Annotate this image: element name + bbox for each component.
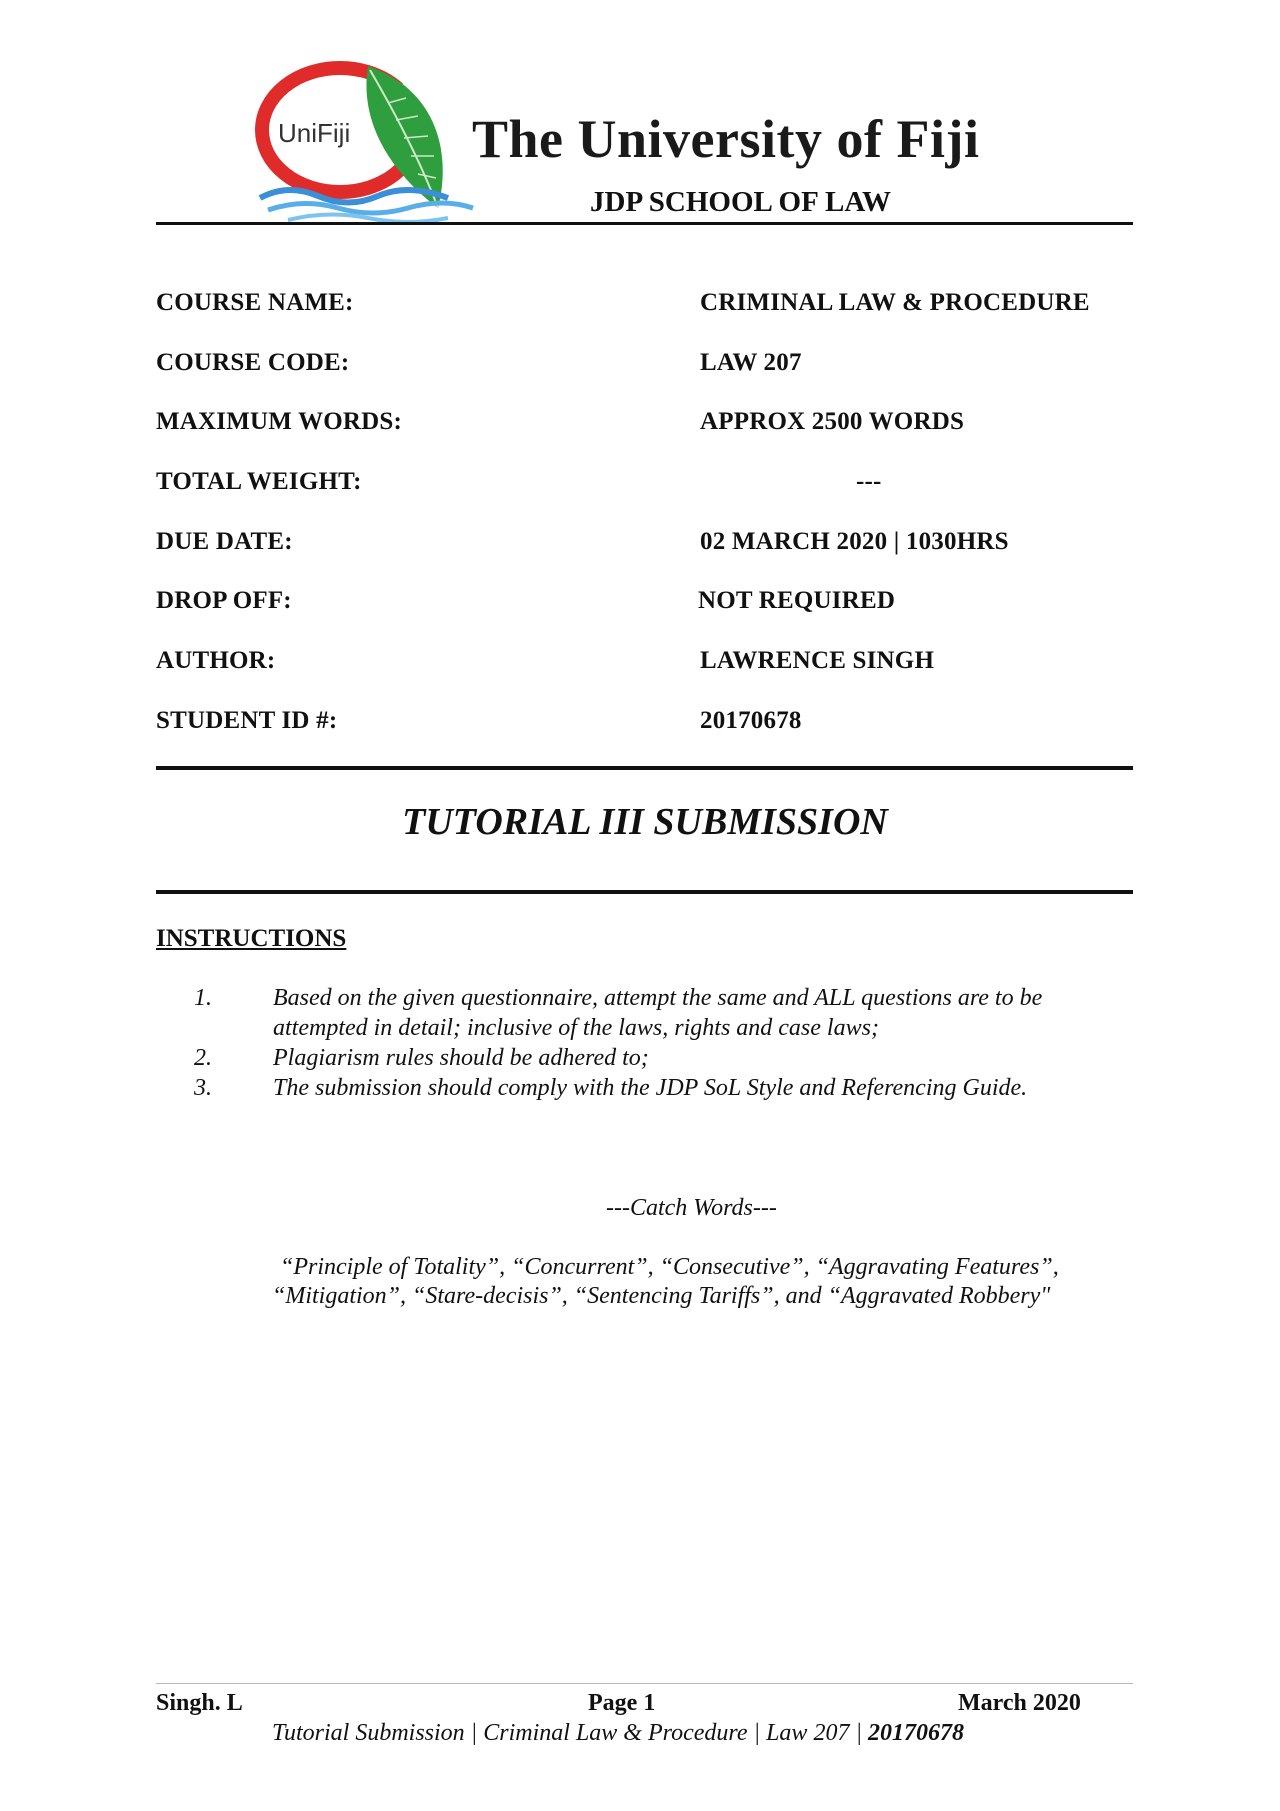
- logo-text: UniFiji: [278, 118, 351, 148]
- catch-words-line: “Principle of Totality”, “Concurrent”, “Consecutive”, “Aggravating Features”,: [280, 1254, 1059, 1280]
- instruction-text: Plagiarism rules should be adhered to;: [273, 1045, 649, 1071]
- catch-words-heading: ---Catch Words---: [606, 1195, 777, 1221]
- school-name: JDP SCHOOL OF LAW: [590, 186, 892, 218]
- course-code-value: LAW 207: [700, 349, 802, 376]
- course-name-value: CRIMINAL LAW & PROCEDURE: [700, 289, 1090, 316]
- course-code-label: COURSE CODE:: [156, 349, 350, 376]
- total-weight-label: TOTAL WEIGHT:: [156, 468, 362, 495]
- author-value: LAWRENCE SINGH: [700, 647, 935, 674]
- drop-off-value: NOT REQUIRED: [698, 587, 896, 614]
- instruction-text: Based on the given questionnaire, attempt the same and ALL questions are to be: [273, 985, 1043, 1011]
- footer-rule: [156, 1683, 1133, 1684]
- footer-subtitle: [0, 1720, 1236, 1747]
- footer-subtitle-id: 20170678: [868, 1720, 965, 1746]
- footer-date: March 2020: [958, 1690, 1081, 1716]
- footer-page-number: Page 1: [588, 1690, 656, 1716]
- instruction-number: 3.: [194, 1075, 212, 1101]
- instruction-text-continued: attempted in detail; inclusive of the laws, rights and case laws;: [273, 1015, 879, 1041]
- instructions-heading: INSTRUCTIONS: [156, 925, 347, 952]
- drop-off-label: DROP OFF:: [156, 587, 292, 614]
- university-logo: [248, 58, 480, 223]
- due-date-label: DUE DATE:: [156, 528, 293, 555]
- student-id-label: STUDENT ID #:: [156, 707, 338, 734]
- instruction-number: 1.: [194, 985, 212, 1011]
- course-name-label: COURSE NAME:: [156, 289, 354, 316]
- document-title: TUTORIAL III SUBMISSION: [402, 801, 888, 843]
- details-rule: [156, 766, 1133, 770]
- instruction-number: 2.: [194, 1045, 212, 1071]
- header-rule: [156, 222, 1133, 225]
- footer-subtitle-main: Tutorial Submission | Criminal Law & Procedure | Law 207 |: [271, 1720, 869, 1746]
- university-name: The University of Fiji: [472, 109, 980, 169]
- title-rule: [156, 890, 1133, 894]
- maximum-words-label: MAXIMUM WORDS:: [156, 408, 403, 435]
- catch-words-line: “Mitigation”, “Stare-decisis”, “Sentencing Tariffs”, and “Aggravated Robbery": [272, 1283, 1051, 1309]
- instruction-text: The submission should comply with the JDP SoL Style and Referencing Guide.: [273, 1075, 1028, 1101]
- footer-author: Singh. L: [156, 1690, 243, 1716]
- maximum-words-value: APPROX 2500 WORDS: [700, 408, 965, 435]
- due-date-value: 02 MARCH 2020 | 1030HRS: [700, 528, 1009, 555]
- total-weight-value: ---: [856, 468, 882, 495]
- student-id-value: 20170678: [700, 707, 802, 734]
- author-label: AUTHOR:: [156, 647, 276, 674]
